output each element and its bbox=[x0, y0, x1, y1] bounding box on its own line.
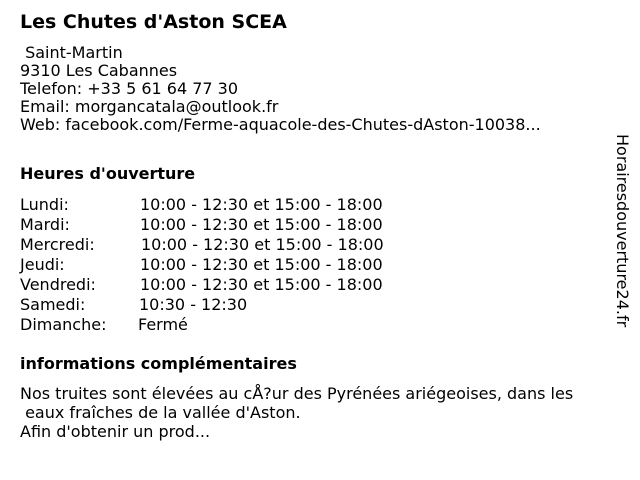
contact-block bbox=[20, 44, 541, 134]
info-heading: informations complémentaires bbox=[20, 354, 297, 373]
description-line-1: Nos truites sont élevées au cÅ?ur des Pyrénées ariégeoises, dans les bbox=[20, 384, 574, 403]
hours-heading: Heures d'ouverture bbox=[20, 164, 196, 183]
time-value: Fermé bbox=[138, 315, 188, 334]
day-label: Jeudi: bbox=[20, 255, 65, 274]
time-value: 10:00 - 12:30 et 15:00 - 18:00 bbox=[140, 255, 383, 274]
time-value: 10:00 - 12:30 et 15:00 - 18:00 bbox=[140, 215, 383, 234]
time-value: 10:00 - 12:30 et 15:00 - 18:00 bbox=[140, 275, 383, 294]
day-label: Vendredi: bbox=[20, 275, 96, 294]
watermark-text: Horairesdouverture24.fr bbox=[613, 134, 632, 328]
time-value: 10:30 - 12:30 bbox=[139, 295, 248, 314]
day-label: Lundi: bbox=[20, 195, 69, 214]
time-value: 10:00 - 12:30 et 15:00 - 18:00 bbox=[141, 235, 384, 254]
address-line-1: Saint-Martin bbox=[20, 43, 123, 62]
business-name: Les Chutes d'Aston SCEA bbox=[20, 11, 287, 33]
day-label: Samedi: bbox=[20, 295, 86, 314]
email-line: Email: morgancatala@outlook.fr bbox=[20, 97, 279, 116]
watermark-vertical bbox=[612, 134, 632, 374]
day-label: Mercredi: bbox=[20, 235, 95, 254]
description-text bbox=[20, 384, 630, 441]
description-line-3: Afin d'obtenir un prod... bbox=[20, 422, 211, 441]
day-label: Mardi: bbox=[20, 215, 70, 234]
time-value: 10:00 - 12:30 et 15:00 - 18:00 bbox=[140, 195, 383, 214]
day-label: Dimanche: bbox=[20, 315, 107, 334]
phone-line: Telefon: +33 5 61 64 77 30 bbox=[20, 79, 239, 98]
web-line: Web: facebook.com/Ferme-aquacole-des-Chutes-dAston-10038... bbox=[20, 115, 541, 134]
address-line-2: 9310 Les Cabannes bbox=[20, 61, 178, 80]
description-line-2: eaux fraîches de la vallée d'Aston. bbox=[20, 403, 301, 422]
